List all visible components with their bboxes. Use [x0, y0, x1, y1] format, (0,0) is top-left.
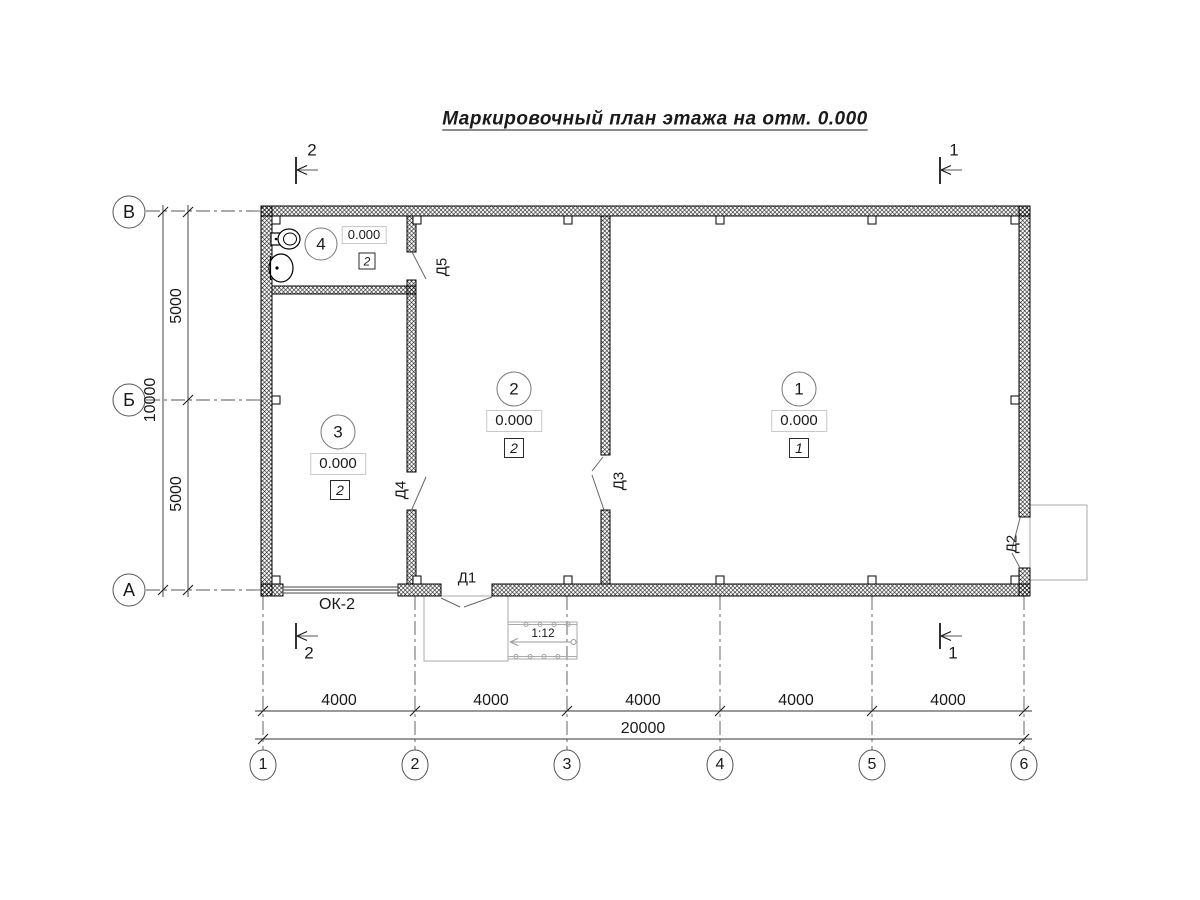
axis-number-6: 6	[1019, 756, 1029, 773]
door-d1-swing	[441, 597, 492, 607]
sink-icon	[269, 254, 293, 282]
section-label-bottom-right: 1	[948, 643, 958, 663]
room-1-elevation: 0.000	[771, 410, 827, 432]
room-3-type-mark: 2	[330, 480, 350, 500]
wall-bottom-a	[261, 584, 283, 596]
wall-top	[261, 206, 1030, 216]
side-porch	[1030, 505, 1087, 580]
room-2-type-mark: 2	[504, 438, 524, 458]
dim-left-top: 5000	[168, 288, 185, 324]
toilet-icon	[271, 229, 300, 249]
dim-bay-5: 4000	[930, 692, 966, 709]
wall-right-upper	[1019, 206, 1030, 517]
axis-number-2: 2	[410, 756, 420, 773]
dim-bay-4: 4000	[778, 692, 814, 709]
wall-bottom-b	[398, 584, 441, 596]
window-ok2	[283, 587, 398, 593]
dim-left-bottom: 5000	[168, 476, 185, 512]
drawing-title: Маркировочный план этажа на отм. 0.000	[442, 108, 868, 130]
wall-bottom-c	[492, 584, 1030, 596]
door-label-d1: Д1	[457, 569, 477, 587]
door-d3-swing	[592, 457, 604, 510]
door-d4-leaf	[412, 477, 426, 509]
axis-number-3: 3	[562, 756, 572, 773]
section-marks	[296, 157, 962, 649]
room-circles	[305, 228, 816, 449]
room-4-number: 4	[316, 234, 326, 254]
section-label-top-right: 1	[949, 140, 959, 160]
room-4-type-mark: 2	[359, 253, 376, 270]
dim-left-total: 10000	[142, 377, 159, 423]
axis-letter-b: Б	[123, 390, 135, 410]
partition-room3-right-lower	[407, 510, 416, 584]
axis-number-5: 5	[867, 756, 877, 773]
partition-room2-right-upper	[601, 216, 610, 455]
pilaster-marks	[272, 216, 1019, 587]
axis-number-1: 1	[258, 756, 268, 773]
partition-room2-right-lower	[601, 510, 610, 584]
section-mark-top-right	[940, 157, 962, 184]
door-label-d4: Д4	[392, 480, 410, 500]
partition-room3-right-upper	[407, 280, 416, 472]
ramp-slope-label: 1:12	[531, 626, 555, 640]
section-label-bottom-left: 2	[304, 643, 314, 663]
dim-bottom-total: 20000	[620, 720, 666, 737]
room-1-type-mark: 1	[789, 438, 809, 458]
axis-letter-v: В	[122, 202, 136, 222]
dim-bay-3: 4000	[625, 692, 661, 709]
dimension-lines	[163, 205, 1032, 739]
axis-number-4: 4	[715, 756, 725, 773]
room-2-elevation: 0.000	[486, 410, 542, 432]
window-label-ok2: ОК-2	[319, 596, 355, 613]
door-d5-leaf	[412, 252, 426, 279]
door-label-d5: Д5	[433, 257, 451, 277]
room-3-elevation: 0.000	[310, 453, 366, 475]
axis-letter-a: А	[122, 580, 136, 600]
axis-bubbles	[113, 196, 1037, 780]
partition-room4-bottom	[272, 286, 416, 294]
room-3-number: 3	[333, 422, 343, 442]
door-label-d2: Д2	[1003, 534, 1021, 554]
section-label-top-left: 2	[307, 140, 317, 160]
section-mark-top-left	[296, 157, 318, 184]
door-label-d3: Д3	[610, 471, 628, 491]
walls	[261, 206, 1030, 596]
dim-bay-1: 4000	[321, 692, 357, 709]
room-2-number: 2	[509, 379, 519, 399]
room-1-number: 1	[794, 379, 804, 399]
dim-bay-2: 4000	[473, 692, 509, 709]
room-4-elevation: 0.000	[342, 226, 387, 244]
